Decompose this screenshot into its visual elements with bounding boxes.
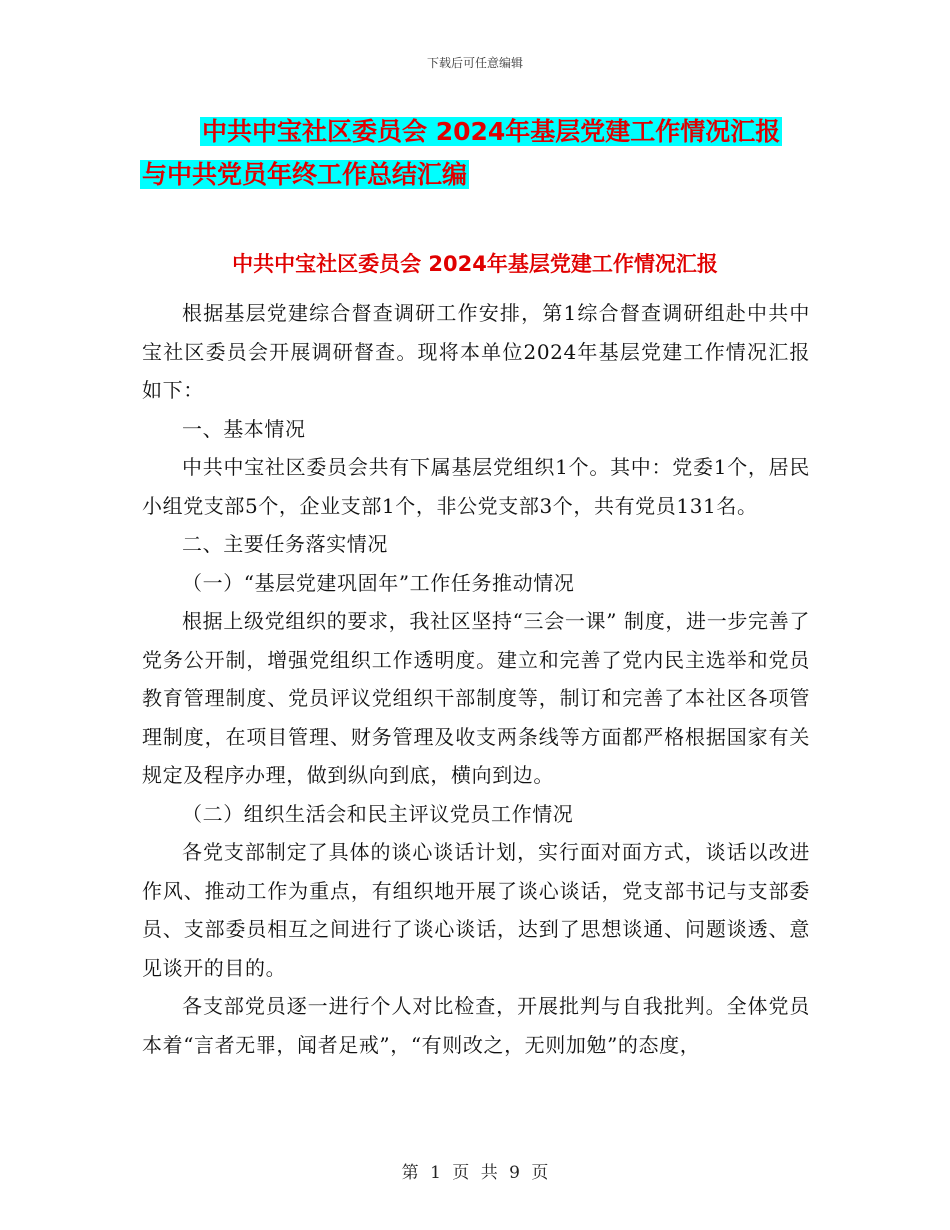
paragraph: 根据上级党组织的要求，我社区坚持“三会一课” 制度，进一步完善了党务公开制，增强党组织工作透明度。建立和完善了党内民主选举和党员教育管理制度、党员评议党组织干部制度等，制订和完善了本社区各项管理制度，在项目管理、财务管理及收支两条线等方面都严格根据国家有关规定及程序办理，做到纵向到底，横向到边。: [142, 609, 810, 787]
page-indicator: 第 1 页 共 9 页: [401, 1163, 549, 1183]
paragraph: 各支部党员逐一进行个人对比检查，开展批判与自我批判。全体党员本着“言者无罪，闻者足戒”，“有则改之，无则加勉”的态度，: [142, 994, 810, 1057]
paragraph: 根据基层党建综合督查调研工作安排，第1综合督查调研组赴中共中宝社区委员会开展调研督查。现将本单位2024年基层党建工作情况汇报如下：: [142, 301, 810, 402]
main-title-line-1-text: 中共中宝社区委员会 2024年基层党建工作情况汇报: [202, 117, 781, 146]
paragraph: 二、主要任务落实情况: [182, 532, 388, 556]
main-title-line-2: [140, 158, 800, 192]
section-title: 中共中宝社区委员会 2024年基层党建工作情况汇报: [232, 252, 718, 276]
main-title-line-2-text: 与中共党员年终工作总结汇编: [142, 160, 468, 189]
paragraph: 一、基本情况: [182, 416, 306, 441]
document-body: [142, 294, 810, 1064]
main-title-line-1: [200, 115, 860, 149]
header-note: 下载后可任意编辑: [426, 56, 523, 70]
paragraph: （二）组织生活会和民主评议党员工作情况: [182, 801, 574, 826]
paragraph: （一）“基层党建巩固年”工作任务推动情况: [182, 570, 575, 595]
paragraph: 各党支部制定了具体的谈心谈话计划，实行面对面方式，谈话以改进作风、推动工作为重点，有组织地开展了谈心谈话，党支部书记与支部委员、支部委员相互之间进行了谈心谈话，达到了思想谈通、问题谈透、意见谈开的目的。: [142, 840, 810, 980]
paragraph: 中共中宝社区委员会共有下属基层党组织1个。其中：党委1个，居民小组党支部5个，企业支部1个，非公党支部3个，共有党员131名。: [142, 455, 810, 518]
